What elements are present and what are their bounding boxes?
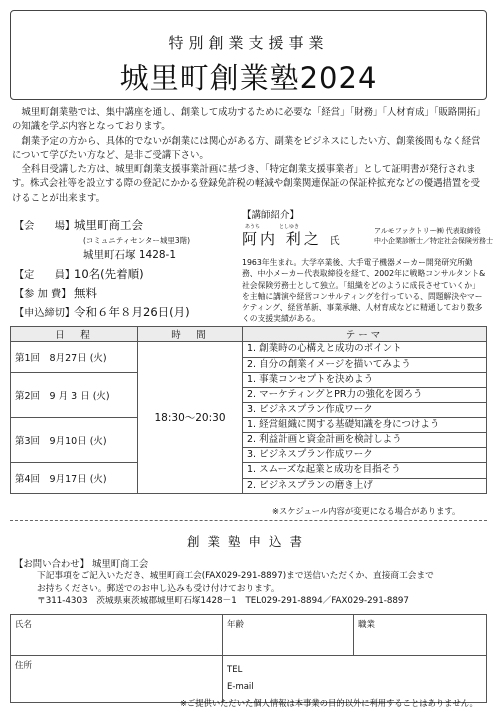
- lecturer-title-1: アルモファクトリー㈱ 代表取締役: [374, 227, 481, 235]
- deadline-row: [14, 304, 190, 320]
- deadline-value: 令和６年８月26日(月): [74, 305, 190, 319]
- contact-address: 〒311-4303 茨城県東茨城郡城里町石塚1428－1 TEL029-291-8894／FAX029-291-8897: [37, 596, 409, 606]
- capacity-value: 10名(先着順): [74, 267, 144, 281]
- session-1-topic-2: 2. 自分の創業イメージを描いてみよう: [243, 357, 487, 373]
- schedule-note: ※スケジュール内容が変更になる場合があります。: [272, 506, 461, 516]
- intro-paragraph-2: 創業予定の方から、具体的でないが創業には関心がある方、副業をビジネスにしたい方、創業後間もなく経営について学びたい方など、是非ご受講下さい。: [12, 135, 481, 161]
- application-title: 創業塾申込書: [186, 534, 310, 549]
- job-label: 職業: [358, 620, 376, 630]
- session-3-topic-3: 3. ビジネスプラン作成ワーク: [243, 448, 487, 463]
- age-label: 年齢: [227, 620, 245, 630]
- fee-row: [14, 285, 97, 301]
- venue-value: 城里町商工会: [74, 218, 143, 232]
- table-row: [11, 463, 487, 479]
- venue-sub: (コミュニティセンター城里3階): [83, 236, 191, 245]
- session-2-day: 第2回 9 月 3 日 (火): [11, 373, 138, 418]
- address-field[interactable]: [11, 656, 223, 703]
- session-1-topic-1: 1. 創業時の心構えと成功のポイント: [243, 342, 487, 358]
- session-time: 18:30～20:30: [138, 342, 243, 494]
- header-theme: テーマ: [243, 327, 487, 342]
- fee-label: 【参 加 費】: [14, 289, 72, 300]
- privacy-note: ※ご提供いただいた個人情報は本事業の目的以外に利用することはありません。: [180, 698, 478, 708]
- header-date: 日 程: [11, 327, 138, 342]
- schedule-table: [10, 326, 487, 494]
- contact-line-1: 下記事項をご記入いただき、城里町商工会(FAX029-291-8897)まで送信いただくか、直接商工会まで: [37, 571, 434, 581]
- capacity-row: [14, 266, 144, 282]
- name-label: 氏名: [15, 620, 33, 630]
- age-field[interactable]: [223, 615, 354, 656]
- page-title: 城里町創業塾2024: [119, 61, 378, 95]
- name-field[interactable]: [11, 615, 223, 656]
- session-3-topic-1: 1. 経営組織に関する基礎知識を身につけよう: [243, 418, 487, 433]
- cut-line: [10, 520, 487, 521]
- session-3-topic-2: 2. 利益計画と資金計画を検討しよう: [243, 433, 487, 448]
- session-3-day: 第3回 9月10日 (火): [11, 418, 138, 463]
- lecturer-bio: 1963年生まれ。大学卒業後、大手電子機器メーカー開発研究所勤務、中小メーカー代表取締役を経て、2002年に戦略コンサルタント&社会保険労務士として独立。「組織をどのように成長させていくか」を主軸に講演や経営コンサルティングを行っている、問題解決やマーケティング、経営革新、事業承継、人材育成などに精通しており数多くの支援実績がある。: [242, 258, 486, 324]
- table-row: [11, 342, 487, 358]
- session-2-topic-3: 3. ビジネスプラン作成ワーク: [243, 403, 487, 418]
- fee-value: 無料: [74, 286, 97, 300]
- lecturer-name-text: 阿内 利之: [242, 230, 322, 248]
- session-2-topic-1: 1. 事業コンセプトを決めよう: [243, 373, 487, 388]
- email-field[interactable]: E-mail: [227, 682, 254, 692]
- lecturer-ruby-given: としゆき: [279, 224, 300, 230]
- contact-body: [37, 570, 485, 608]
- lecturer-suffix: 氏: [329, 236, 340, 247]
- contact-line-2: お持ちください。郵送でのお申し込みも受け付けております。: [37, 583, 280, 594]
- header-time: 時 間: [138, 327, 243, 342]
- schedule-header-row: [11, 327, 487, 342]
- lecturer-label: 【講師紹介】: [242, 210, 300, 221]
- table-row: [11, 418, 487, 433]
- address-label: 住所: [15, 661, 33, 671]
- deadline-label: 【申込締切】: [14, 308, 76, 319]
- intro-paragraph-3: 全科目受講した方は、城里町創業支援事業計画に基づき、「特定創業支援事業者」として証明書が発行されます。株式会社等を設立する際の登記にかかる登録免許税の軽減や創業関連保証の保証枠拡充などの優遇措置を受けることが出来ます。: [12, 164, 481, 204]
- intro-text: [12, 106, 488, 206]
- lecturer-name: [242, 228, 340, 249]
- contact-fields: [223, 656, 487, 703]
- capacity-label: 【定 員】: [14, 270, 76, 281]
- lecturer-ruby-family: あうち: [245, 224, 261, 230]
- table-row: [11, 373, 487, 388]
- intro-paragraph-1: 城里町創業塾では、集中講座を通し、創業して成功するために必要な「経営」「財務」「人材育成」「販路開拓」の知識を学ぶ内容となっております。: [12, 107, 486, 133]
- session-4-topic-1: 1. スムーズな起業と成功を目指そう: [243, 463, 487, 479]
- application-form: [10, 614, 487, 703]
- event-subtitle: 特別創業支援事業: [168, 34, 329, 52]
- venue-row: [14, 217, 143, 233]
- job-field[interactable]: [354, 615, 487, 656]
- contact-heading: 【お問い合わせ】 城里町商工会: [14, 559, 149, 570]
- session-4-day: 第4回 9月17日 (火): [11, 463, 138, 494]
- form-row-1: [11, 615, 487, 656]
- venue-address: 城里町石塚 1428-1: [83, 249, 177, 261]
- venue-label: 【会 場】: [14, 221, 76, 232]
- session-2-topic-2: 2. マーケティングとPR力の強化を図ろう: [243, 388, 487, 403]
- form-row-2: [11, 656, 487, 703]
- tel-field[interactable]: TEL: [227, 665, 243, 675]
- session-4-topic-2: 2. ビジネスプランの磨き上げ: [243, 478, 487, 494]
- lecturer-title-2: 中小企業診断士／特定社会保険労務士: [374, 237, 493, 245]
- session-1-day: 第1回 8月27日 (火): [11, 342, 138, 373]
